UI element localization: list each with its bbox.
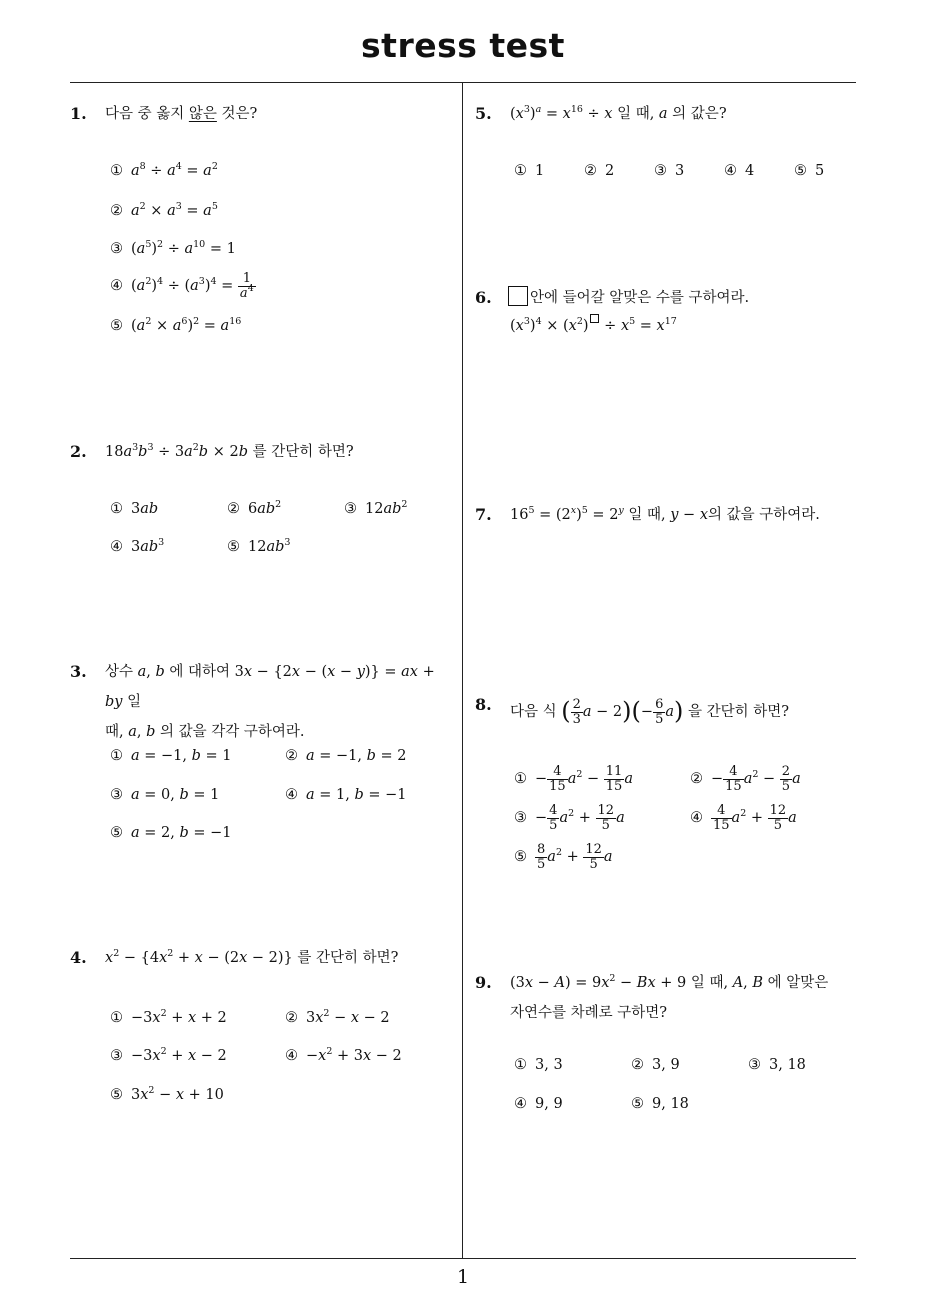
page-title: stress test [361, 26, 565, 65]
q2-option-4[interactable]: ④ $3ab^3$ [110, 537, 165, 555]
question-number: 4. [70, 948, 87, 967]
q9-option-2[interactable]: ② 3, 9 [631, 1057, 680, 1073]
q3-option-4[interactable]: ④ a = 1, b = −1 [285, 787, 407, 803]
question-text: 상수 a, b 에 대하여 3x − {2x − (x − y)} = ax + by 일 때, a, b 의 값을 각각 구하여라. [105, 664, 435, 740]
q2-option-3[interactable]: ③ $12ab^2$ [344, 499, 408, 517]
q1-option-1[interactable]: ① $a^8 \div a^4 = a^2$ [110, 161, 218, 179]
q3-option-5[interactable]: ⑤ a = 2, b = −1 [110, 825, 232, 841]
q4-option-1[interactable]: ① $-3x^2 + x + 2$ [110, 1008, 227, 1026]
question-text: $18a^3b^3 \div 3a^2b \times 2b$ 를 간단히 하면? [105, 442, 354, 460]
q5-option-1[interactable]: ① 1 [514, 163, 545, 179]
top-rule [70, 82, 856, 83]
q1-option-3[interactable]: ③ $(a^5)^2 \div a^{10} = 1$ [110, 239, 236, 257]
q9-option-5[interactable]: ⑤ 9, 18 [631, 1096, 689, 1112]
column-divider [462, 83, 463, 1259]
question-text: 다음 중 옳지 않은 것은? [105, 106, 258, 122]
question-text: 안에 들어갈 알맞은 수를 구하여라. [508, 283, 749, 313]
q8-option-2[interactable]: ② − $\frac{4}{15}$ $a^2$ − $\frac{2}{5}$ a [690, 764, 801, 794]
question-text: 다음 식 ( $\frac{2}{3}$ a − 2)(− $\frac{6}{5}$ a) 을 간단히 하면? [510, 697, 790, 727]
q9-option-3[interactable]: ③ 3, 18 [748, 1057, 806, 1073]
answer-box [508, 286, 528, 306]
q1-option-5[interactable]: ⑤ $(a^2 \times a^6)^2 = a^{16}$ [110, 316, 242, 334]
q5-option-5[interactable]: ⑤ 5 [794, 163, 825, 179]
q4-option-2[interactable]: ② $3x^2 - x - 2$ [285, 1008, 390, 1026]
question-number: 1. [70, 104, 87, 123]
question-number: 5. [475, 104, 492, 123]
q2-option-2[interactable]: ② $6ab^2$ [227, 499, 282, 517]
q1-option-4[interactable]: ④ $(a^2)^4 \div (a^3)^4$ = $\frac{1}{a^4}$ [110, 271, 254, 301]
q8-option-3[interactable]: ③ − $\frac{4}{5}$ $a^2$ + $\frac{12}{5}$ a [514, 803, 625, 833]
q3-option-3[interactable]: ③ a = 0, b = 1 [110, 787, 220, 803]
q8-option-4[interactable]: ④ $\frac{4}{15}$ $a^2$ + $\frac{12}{5}$ a [690, 803, 797, 833]
question-number: 6. [475, 288, 492, 307]
q3-option-1[interactable]: ① a = −1, b = 1 [110, 748, 232, 764]
q8-option-5[interactable]: ⑤ $\frac{8}{5}$ $a^2$ + $\frac{12}{5}$ a [514, 842, 613, 872]
question-number: 3. [70, 662, 87, 681]
question-text: $x^2 - \{4x^2 + x - (2x - 2)\}$ 를 간단히 하면? [105, 948, 399, 966]
q9-option-4[interactable]: ④ 9, 9 [514, 1096, 563, 1112]
q8-option-1[interactable]: ① − $\frac{4}{15}$ $a^2$ − $\frac{11}{15}$ a [514, 764, 633, 794]
bottom-rule [70, 1258, 856, 1259]
q5-option-2[interactable]: ② 2 [584, 163, 615, 179]
question-text: $16^5 = (2^x)^5 = 2^y$ 일 때, y − x의 값을 구하여라. [510, 505, 820, 523]
q2-option-1[interactable]: ① 3ab [110, 501, 159, 517]
q4-option-5[interactable]: ⑤ $3x^2 - x + 10$ [110, 1085, 224, 1103]
q5-option-3[interactable]: ③ 3 [654, 163, 685, 179]
q9-option-1[interactable]: ① 3, 3 [514, 1057, 563, 1073]
q2-option-5[interactable]: ⑤ $12ab^3$ [227, 537, 291, 555]
q1-option-2[interactable]: ② $a^2 \times a^3 = a^5$ [110, 201, 218, 219]
question-equation: $(x^3)^4 \times (x^2) \div x^5 = x^{17}$ [510, 316, 677, 334]
page-number: 1 [456, 1266, 470, 1288]
question-number: 2. [70, 442, 87, 461]
question-number: 8. [475, 695, 492, 714]
question-number: 9. [475, 973, 492, 992]
q3-option-2[interactable]: ② a = −1, b = 2 [285, 748, 407, 764]
q5-option-4[interactable]: ④ 4 [724, 163, 755, 179]
question-text: $(3x - A) = 9x^2 - Bx + 9$ 일 때, A, B 에 알맞은 자연수를 차례로 구하면? [510, 973, 829, 1021]
question-number: 7. [475, 505, 492, 524]
question-text: $(x^3)^a = x^{16} \div x$ 일 때, a 의 값은? [510, 104, 727, 122]
q4-option-3[interactable]: ③ $-3x^2 + x - 2$ [110, 1046, 227, 1064]
q4-option-4[interactable]: ④ $-x^2 + 3x - 2$ [285, 1046, 402, 1064]
